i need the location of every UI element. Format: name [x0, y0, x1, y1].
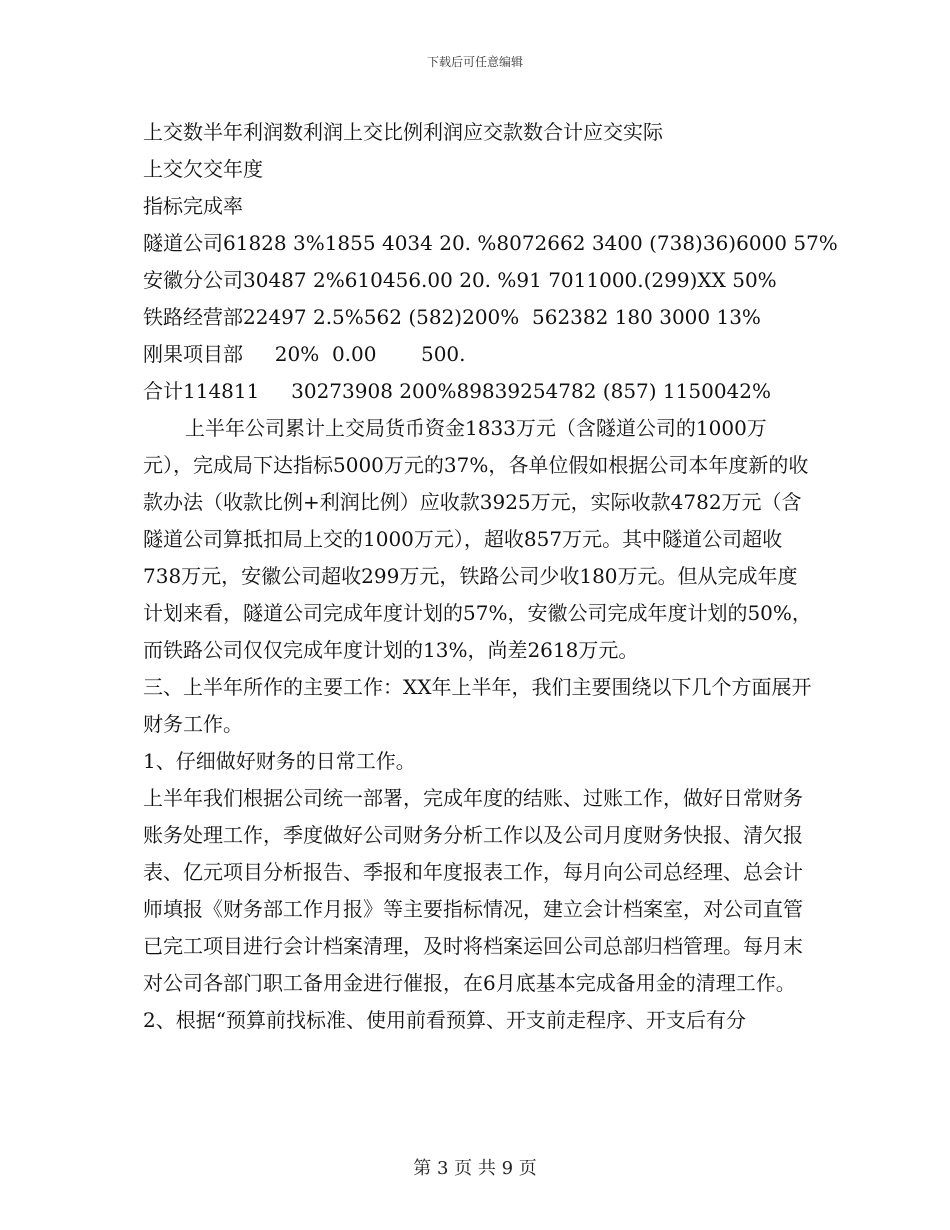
paragraph-summary: 上半年公司累计上交局货币资金1833万元（含隧道公司的1000万元），完成局下达指标5000万元的37%，各单位假如根据公司本年度新的收款办法（收款比例+利润比例）应收款3925万元，实际收款4782万元（含隧道公司算抵扣局上交的1000万元），超收857万元。其中隧道公司超收738万元，安徽公司超收299万元，铁路公司少收180万元。但从完成年度计划来看，隧道公司完成年度计划的57%，安徽公司完成年度计划的50%，而铁路公司仅仅完成年度计划的13%，尚差2618万元。	[143, 416, 812, 662]
page-header: 下载后可任意编辑	[426, 55, 523, 69]
table-row-total: 合计114811 30273908 200%89839254782 (857) 1150042%	[143, 379, 772, 403]
table-row-railway: 铁路经营部22497 2.5%562 (582)200% 562382 180 3000 13%	[143, 305, 761, 329]
subheading-2: 2、根据“预算前找标准、使用前看预算、开支前走程序、开支后有分	[143, 1008, 746, 1032]
table-row-anhui: 安徽分公司30487 2%610456.00 20. %91 7011000.(299)XX 50%	[143, 268, 777, 292]
paragraph-daily-work: 上半年我们根据公司统一部署，完成年度的结账、过账工作，做好日常财务账务处理工作，季度做好公司财务分析工作以及公司月度财务快报、清欠报表、亿元项目分析报告、季报和年度报表工作，每月向公司总经理、总会计师填报《财务部工作月报》等主要指标情况，建立会计档案室，对公司直管已完工项目进行会计档案清理，及时将档案运回公司总部归档管理。每月末对公司各部门职工备用金进行催报，在6月底基本完成备用金的清理工作。	[143, 786, 803, 995]
table-row-congo: 刚果项目部 20% 0.00 500.	[143, 342, 466, 366]
subheading-1: 1、仔细做好财务的日常工作。	[143, 749, 416, 773]
table-header-line-2: 上交欠交年度	[143, 157, 263, 181]
document-body	[143, 114, 838, 1039]
section-heading-3: 三、上半年所作的主要工作：XX年上半年，我们主要围绕以下几个方面展开财务工作。	[143, 675, 812, 736]
table-header-line-1: 上交数半年利润数利润上交比例利润应交款数合计应交实际	[143, 120, 663, 144]
page-footer: 第 3 页 共 9 页	[413, 1158, 537, 1179]
table-row-tunnel: 隧道公司61828 3%1855 4034 20. %8072662 3400 (738)36)6000 57%	[143, 231, 838, 255]
table-header-line-3: 指标完成率	[143, 194, 243, 218]
